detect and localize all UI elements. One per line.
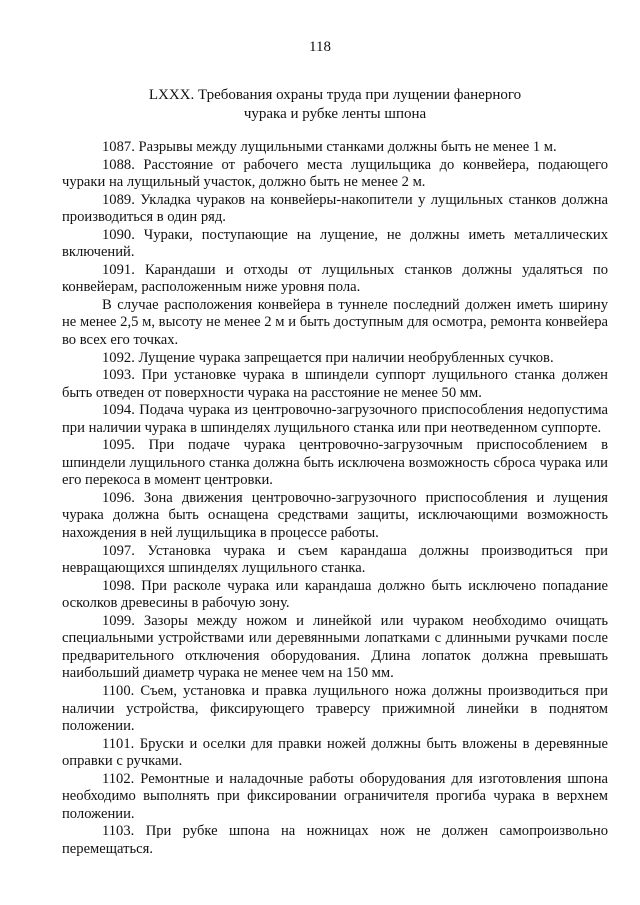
- paragraph-1099: 1099. Зазоры между ножом и линейкой или чураком необходимо очищать специальными устройствами или деревянными лопатками с длинными ручками после предварительного отключения оборудования. Длина лопаток должна превышать наибольший диаметр чурака не менее чем на 150 мм.: [62, 612, 608, 682]
- paragraph-1098: 1098. При расколе чурака или карандаша должно быть исключено попадание осколков древесины в рабочую зону.: [62, 577, 608, 612]
- paragraph-1097: 1097. Установка чурака и съем карандаша должны производиться при невращающихся шпинделях лущильного станка.: [62, 542, 608, 577]
- section-title: [62, 86, 608, 124]
- section-title-line-1: LXXX. Требования охраны труда при лущении фанерного: [148, 87, 522, 103]
- section-title-line-2: чурака и рубке ленты шпона: [243, 106, 427, 122]
- paragraph-1091-continued: В случае расположения конвейера в туннеле последний должен иметь ширину не менее 2,5 м, высоту не менее 2 м и быть доступным для осмотра, ремонта конвейера во всех его точках.: [62, 296, 608, 349]
- paragraph-1088: 1088. Расстояние от рабочего места лущильщика до конвейера, подающего чураки на лущильный участок, должно быть не менее 2 м.: [62, 156, 608, 191]
- paragraph-1092: 1092. Лущение чурака запрещается при наличии необрубленных сучков.: [102, 349, 554, 366]
- page-number: 118: [309, 39, 331, 55]
- paragraph-1089: 1089. Укладка чураков на конвейеры-накопители у лущильных станков должна производиться в один ряд.: [62, 191, 608, 226]
- paragraph-1090: 1090. Чураки, поступающие на лущение, не должны иметь металлических включений.: [62, 226, 608, 261]
- paragraph-1103: 1103. При рубке шпона на ножницах нож не должен самопроизвольно перемещаться.: [62, 823, 608, 857]
- paragraph-1095: 1095. При подаче чурака центровочно-загрузочным приспособлением в шпиндели лущильного станка должна быть исключена возможность сброса чурака или его перекоса в момент центровки.: [62, 437, 608, 489]
- paragraph-1091: 1091. Карандаши и отходы от лущильных станков должны удаляться по конвейерам, расположенным ниже уровня пола.: [62, 261, 608, 296]
- paragraph-1101: 1101. Бруски и оселки для правки ножей должны быть вложены в деревянные оправки с ручками.: [62, 735, 608, 770]
- paragraph-1102: 1102. Ремонтные и наладочные работы оборудования для изготовления шпона необходимо выполнять при фиксировании ограничителя прогиба чурака в верхнем положении.: [62, 770, 608, 822]
- paragraph-1094: 1094. Подача чурака из центровочно-загрузочного приспособления недопустима при наличии чурака в шпинделях лущильного станка или при неотведенном суппорте.: [62, 402, 608, 436]
- paragraph-1093: 1093. При установке чурака в шпиндели суппорт лущильного станка должен быть отведен от поверхности чурака на расстояние не менее 50 мм.: [62, 367, 608, 401]
- paragraph-1100: 1100. Съем, установка и правка лущильного ножа должны производиться при наличии устройства, фиксирующего траверсу прижимной линейки в поднятом положении.: [62, 682, 608, 735]
- document-body: [62, 139, 608, 858]
- paragraph-1096: 1096. Зона движения центровочно-загрузочного приспособления и лущения чурака должна быть оснащена средствами защиты, исключающими возможность нахождения в ней лущильщика в процессе работы.: [62, 489, 608, 542]
- paragraph-1087: 1087. Разрывы между лущильными станками должны быть не менее 1 м.: [102, 139, 557, 155]
